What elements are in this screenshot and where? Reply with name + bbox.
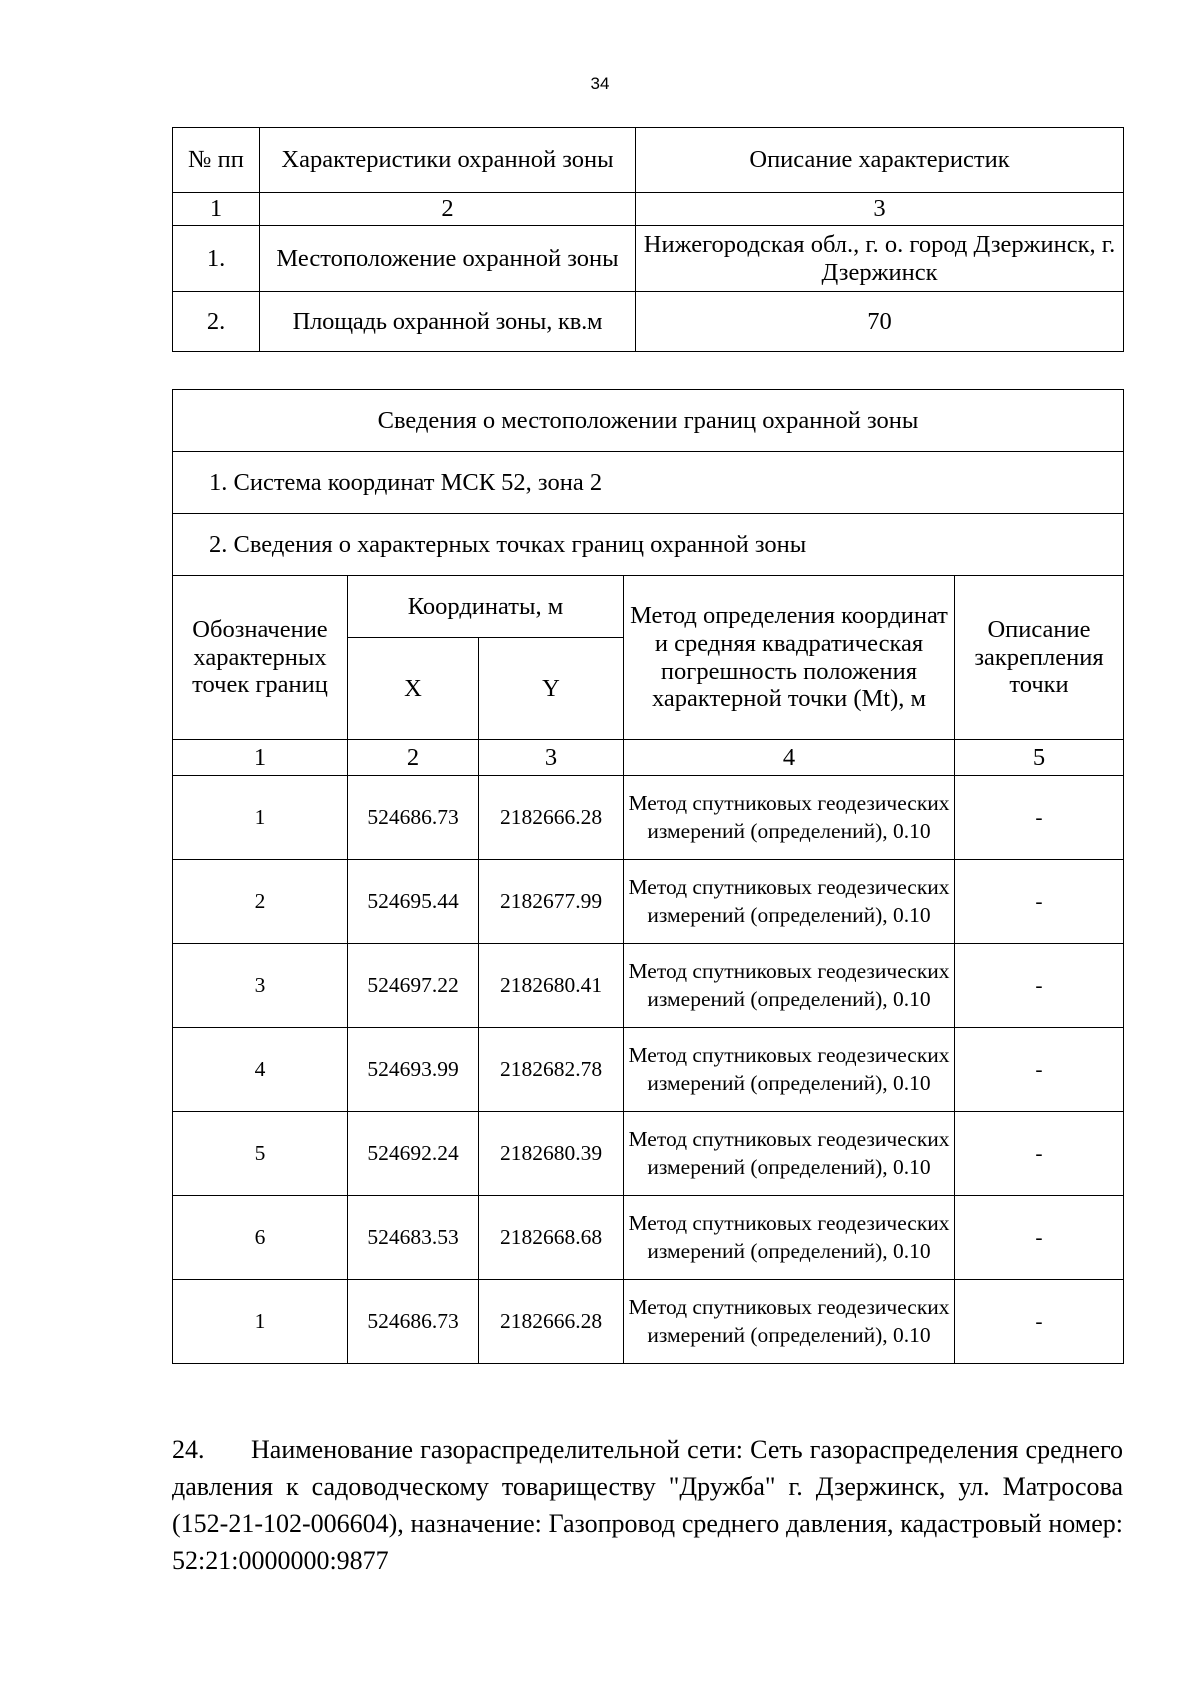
point-cell: 3	[173, 944, 348, 1028]
gas-network-paragraph	[172, 1431, 1123, 1579]
table-title-row	[173, 390, 1124, 452]
row-value-cell: Нижегородская обл., г. о. город Дзержинск, г. Дзержинск	[636, 226, 1124, 292]
table-row	[173, 1196, 1124, 1280]
method-cell: Метод спутниковых геодезических измерений (определений), 0.10	[624, 1280, 955, 1364]
y-cell: 2182680.39	[479, 1112, 624, 1196]
header-cell-x: X	[348, 638, 479, 740]
method-cell: Метод спутниковых геодезических измерений (определений), 0.10	[624, 1028, 955, 1112]
table-row	[173, 860, 1124, 944]
y-cell: 2182677.99	[479, 860, 624, 944]
column-number-cell: 3	[636, 193, 1124, 226]
x-cell: 524686.73	[348, 776, 479, 860]
boundary-points-table	[172, 389, 1124, 1364]
y-cell: 2182666.28	[479, 1280, 624, 1364]
method-cell: Метод спутниковых геодезических измерений (определений), 0.10	[624, 944, 955, 1028]
column-number-cell: 2	[260, 193, 636, 226]
y-cell: 2182680.41	[479, 944, 624, 1028]
row-value-cell: 70	[636, 292, 1124, 352]
point-cell: 1	[173, 776, 348, 860]
page-number: 34	[590, 74, 610, 93]
table-row	[173, 292, 1124, 352]
header-cell-coords: Координаты, м	[348, 576, 624, 638]
header-cell-y: Y	[479, 638, 624, 740]
table-row	[173, 1280, 1124, 1364]
method-cell: Метод спутниковых геодезических измерений (определений), 0.10	[624, 860, 955, 944]
point-cell: 6	[173, 1196, 348, 1280]
table-row	[173, 1112, 1124, 1196]
column-number-cell: 3	[479, 740, 624, 776]
method-cell: Метод спутниковых геодезических измерений (определений), 0.10	[624, 776, 955, 860]
table-row	[173, 776, 1124, 860]
fixing-cell: -	[955, 1196, 1124, 1280]
table-header-row	[173, 128, 1124, 193]
point-cell: 5	[173, 1112, 348, 1196]
fixing-cell: -	[955, 860, 1124, 944]
x-cell: 524695.44	[348, 860, 479, 944]
table-subtitle-row	[173, 514, 1124, 576]
row-name-cell: Местоположение охранной зоны	[260, 226, 636, 292]
paragraph-text: Наименование газораспределительной сети: Сеть газораспределения среднего давления к садоводческому товариществу "Дружба" г. Дзержинск, ул. Матросова (152-21-102-006604), назначение: Газопровод среднего давления, кадастровый номер: 52:21:0000000:9877	[172, 1435, 1123, 1575]
y-cell: 2182682.78	[479, 1028, 624, 1112]
table-header-row	[173, 576, 1124, 638]
header-cell-fixing: Описание закрепления точки	[955, 576, 1124, 740]
fixing-cell: -	[955, 944, 1124, 1028]
point-cell: 2	[173, 860, 348, 944]
column-number-row	[173, 193, 1124, 226]
fixing-cell: -	[955, 1112, 1124, 1196]
characteristics-table	[172, 127, 1124, 352]
x-cell: 524692.24	[348, 1112, 479, 1196]
column-number-cell: 1	[173, 740, 348, 776]
column-number-row	[173, 740, 1124, 776]
method-cell: Метод спутниковых геодезических измерений (определений), 0.10	[624, 1196, 955, 1280]
column-number-cell: 4	[624, 740, 955, 776]
method-cell: Метод спутниковых геодезических измерений (определений), 0.10	[624, 1112, 955, 1196]
paragraph-number: 24.	[172, 1435, 205, 1464]
fixing-cell: -	[955, 1028, 1124, 1112]
point-cell: 4	[173, 1028, 348, 1112]
column-number-cell: 2	[348, 740, 479, 776]
row-num-cell: 2.	[173, 292, 260, 352]
table-title: Сведения о местоположении границ охранной зоны	[173, 390, 1124, 452]
y-cell: 2182668.68	[479, 1196, 624, 1280]
column-number-cell: 1	[173, 193, 260, 226]
header-cell-point: Обозначение характерных точек границ	[173, 576, 348, 740]
table-row	[173, 944, 1124, 1028]
table-row	[173, 1028, 1124, 1112]
x-cell: 524686.73	[348, 1280, 479, 1364]
header-cell-method: Метод определения координат и средняя квадратическая погрешность положения характерной точки (Mt), м	[624, 576, 955, 740]
x-cell: 524683.53	[348, 1196, 479, 1280]
column-number-cell: 5	[955, 740, 1124, 776]
x-cell: 524697.22	[348, 944, 479, 1028]
coordinate-system-label: 1. Система координат МСК 52, зона 2	[173, 452, 1124, 514]
row-name-cell: Площадь охранной зоны, кв.м	[260, 292, 636, 352]
row-num-cell: 1.	[173, 226, 260, 292]
table-row	[173, 226, 1124, 292]
fixing-cell: -	[955, 1280, 1124, 1364]
header-cell-num: № пп	[173, 128, 260, 193]
y-cell: 2182666.28	[479, 776, 624, 860]
x-cell: 524693.99	[348, 1028, 479, 1112]
point-cell: 1	[173, 1280, 348, 1364]
fixing-cell: -	[955, 776, 1124, 860]
points-section-label: 2. Сведения о характерных точках границ охранной зоны	[173, 514, 1124, 576]
table-subtitle-row	[173, 452, 1124, 514]
header-cell-characteristic: Характеристики охранной зоны	[260, 128, 636, 193]
header-cell-description: Описание характеристик	[636, 128, 1124, 193]
